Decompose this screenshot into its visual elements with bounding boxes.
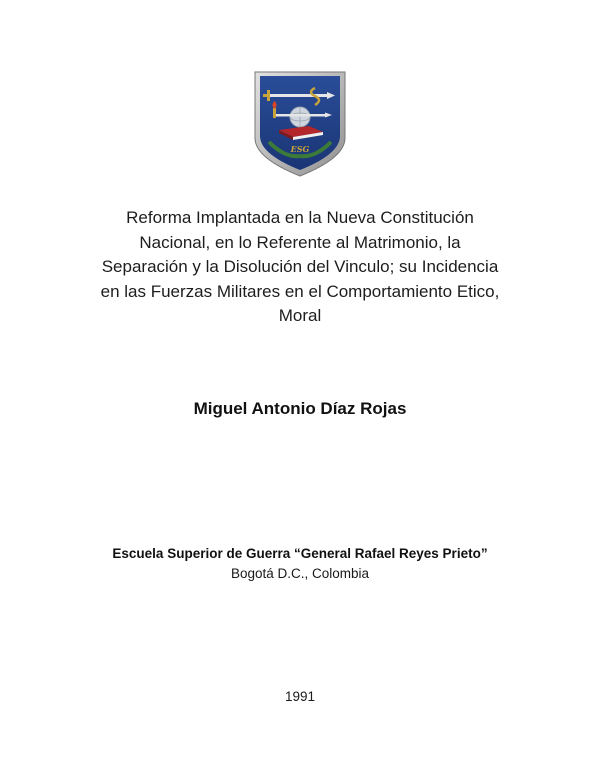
- publication-year: 1991: [284, 689, 316, 704]
- title-line: Reforma Implantada en la Nueva Constitución: [126, 208, 474, 227]
- institution-name: Escuela Superior de Guerra “General Rafael Reyes Prieto”: [112, 546, 488, 561]
- institution-location: Bogotá D.C., Colombia: [230, 566, 370, 581]
- author-name: Miguel Antonio Díaz Rojas: [193, 399, 407, 418]
- title-line: en las Fuerzas Militares en el Comportamiento Etico,: [100, 281, 500, 301]
- title-line: Moral: [278, 306, 322, 325]
- title-line: Nacional, en lo Referente al Matrimonio, la: [139, 232, 461, 252]
- school-crest-icon: [253, 70, 347, 178]
- title-line: Separación y la Disolución del Vinculo; su Incidencia: [101, 257, 499, 276]
- svg-text:ESG: ESG: [290, 144, 310, 154]
- document-title: [70, 206, 530, 329]
